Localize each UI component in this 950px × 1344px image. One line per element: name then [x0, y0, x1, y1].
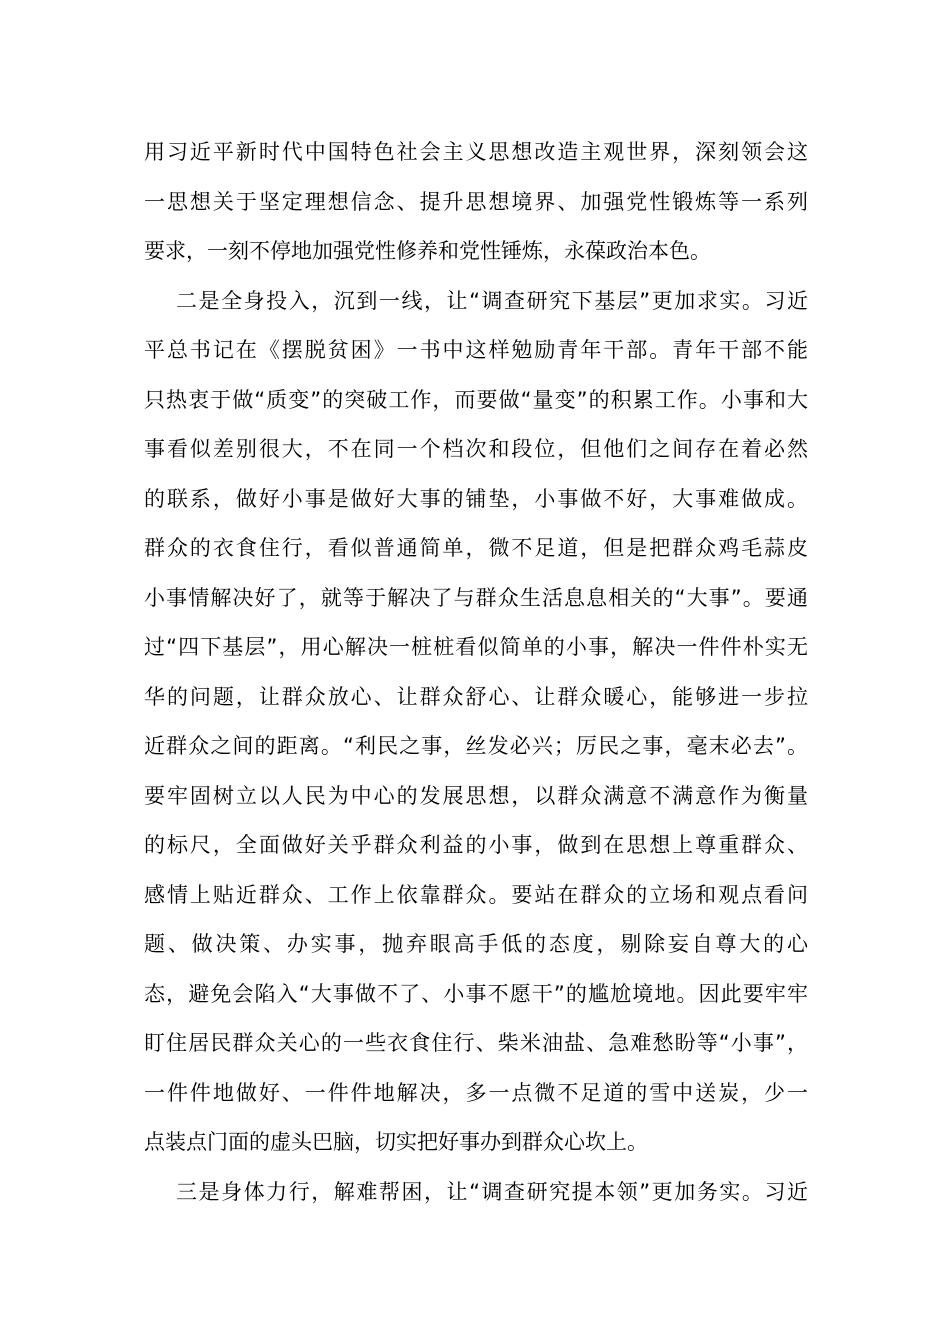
text-line: 一件件地做好、一件件地解决，多一点微不足道的雪中送炭，少一	[144, 1080, 808, 1105]
text-line: 题、做决策、办实事，抛弃眼高手低的态度，剔除妄自尊大的心	[144, 932, 808, 956]
text-line: 平总书记在《摆脱贫困》一书中这样勉励青年干部。青年干部不能	[144, 338, 808, 362]
text-line: 事看似差别很大，不在同一个档次和段位，但他们之间存在着必然	[144, 437, 808, 461]
text-line: 态，避免会陷入“大事做不了、小事不愿干”的尴尬境地。因此要牢牢	[144, 981, 808, 1006]
text-line: 过“四下基层”，用心解决一桩桩看似简单的小事，解决一件件朴实无	[144, 635, 808, 659]
text-line: 盯住居民群众关心的一些衣食住行、柴米油盐、急难愁盼等“小事”，	[144, 1031, 808, 1055]
text-line: 要牢固树立以人民为中心的发展思想，以群众满意不满意作为衡量	[144, 783, 808, 808]
paragraph-first-line: 三是身体力行，解难帮困，让“调查研究提本领”更加务实。习近	[176, 1179, 808, 1204]
text-line: 的联系，做好小事是做好大事的铺垫，小事做不好，大事难做成。	[144, 486, 808, 511]
text-line: 一思想关于坚定理想信念、提升思想境界、加强党性锻炼等一系列	[144, 189, 808, 214]
text-line: 要求，一刻不停地加强党性修养和党性锤炼，永葆政治本色。	[144, 239, 711, 263]
text-line: 只热衷于做“质变”的突破工作，而要做“量变”的积累工作。小事和大	[144, 387, 808, 412]
text-line: 近群众之间的距离。“利民之事，丝发必兴；厉民之事，毫末必去”。	[144, 734, 808, 758]
paragraph-first-line: 二是全身投入，沉到一线，让“调查研究下基层”更加求实。习近	[176, 288, 808, 313]
text-line: 感情上贴近群众、工作上依靠群众。要站在群众的立场和观点看问	[144, 882, 808, 907]
text-line: 点装点门面的虚头巴脑，切实把好事办到群众心坎上。	[144, 1130, 648, 1154]
text-line: 群众的衣食住行，看似普通简单，微不足道，但是把群众鸡毛蒜皮	[144, 536, 808, 560]
text-line: 用习近平新时代中国特色社会主义思想改造主观世界，深刻领会这	[144, 140, 808, 164]
body-text	[144, 128, 808, 1217]
text-line: 的标尺，全面做好关乎群众利益的小事，做到在思想上尊重群众、	[144, 833, 808, 857]
text-line: 小事情解决好了，就等于解决了与群众生活息息相关的“大事”。要通	[144, 585, 808, 610]
text-line: 华的问题，让群众放心、让群众舒心、让群众暖心，能够进一步拉	[144, 684, 808, 709]
